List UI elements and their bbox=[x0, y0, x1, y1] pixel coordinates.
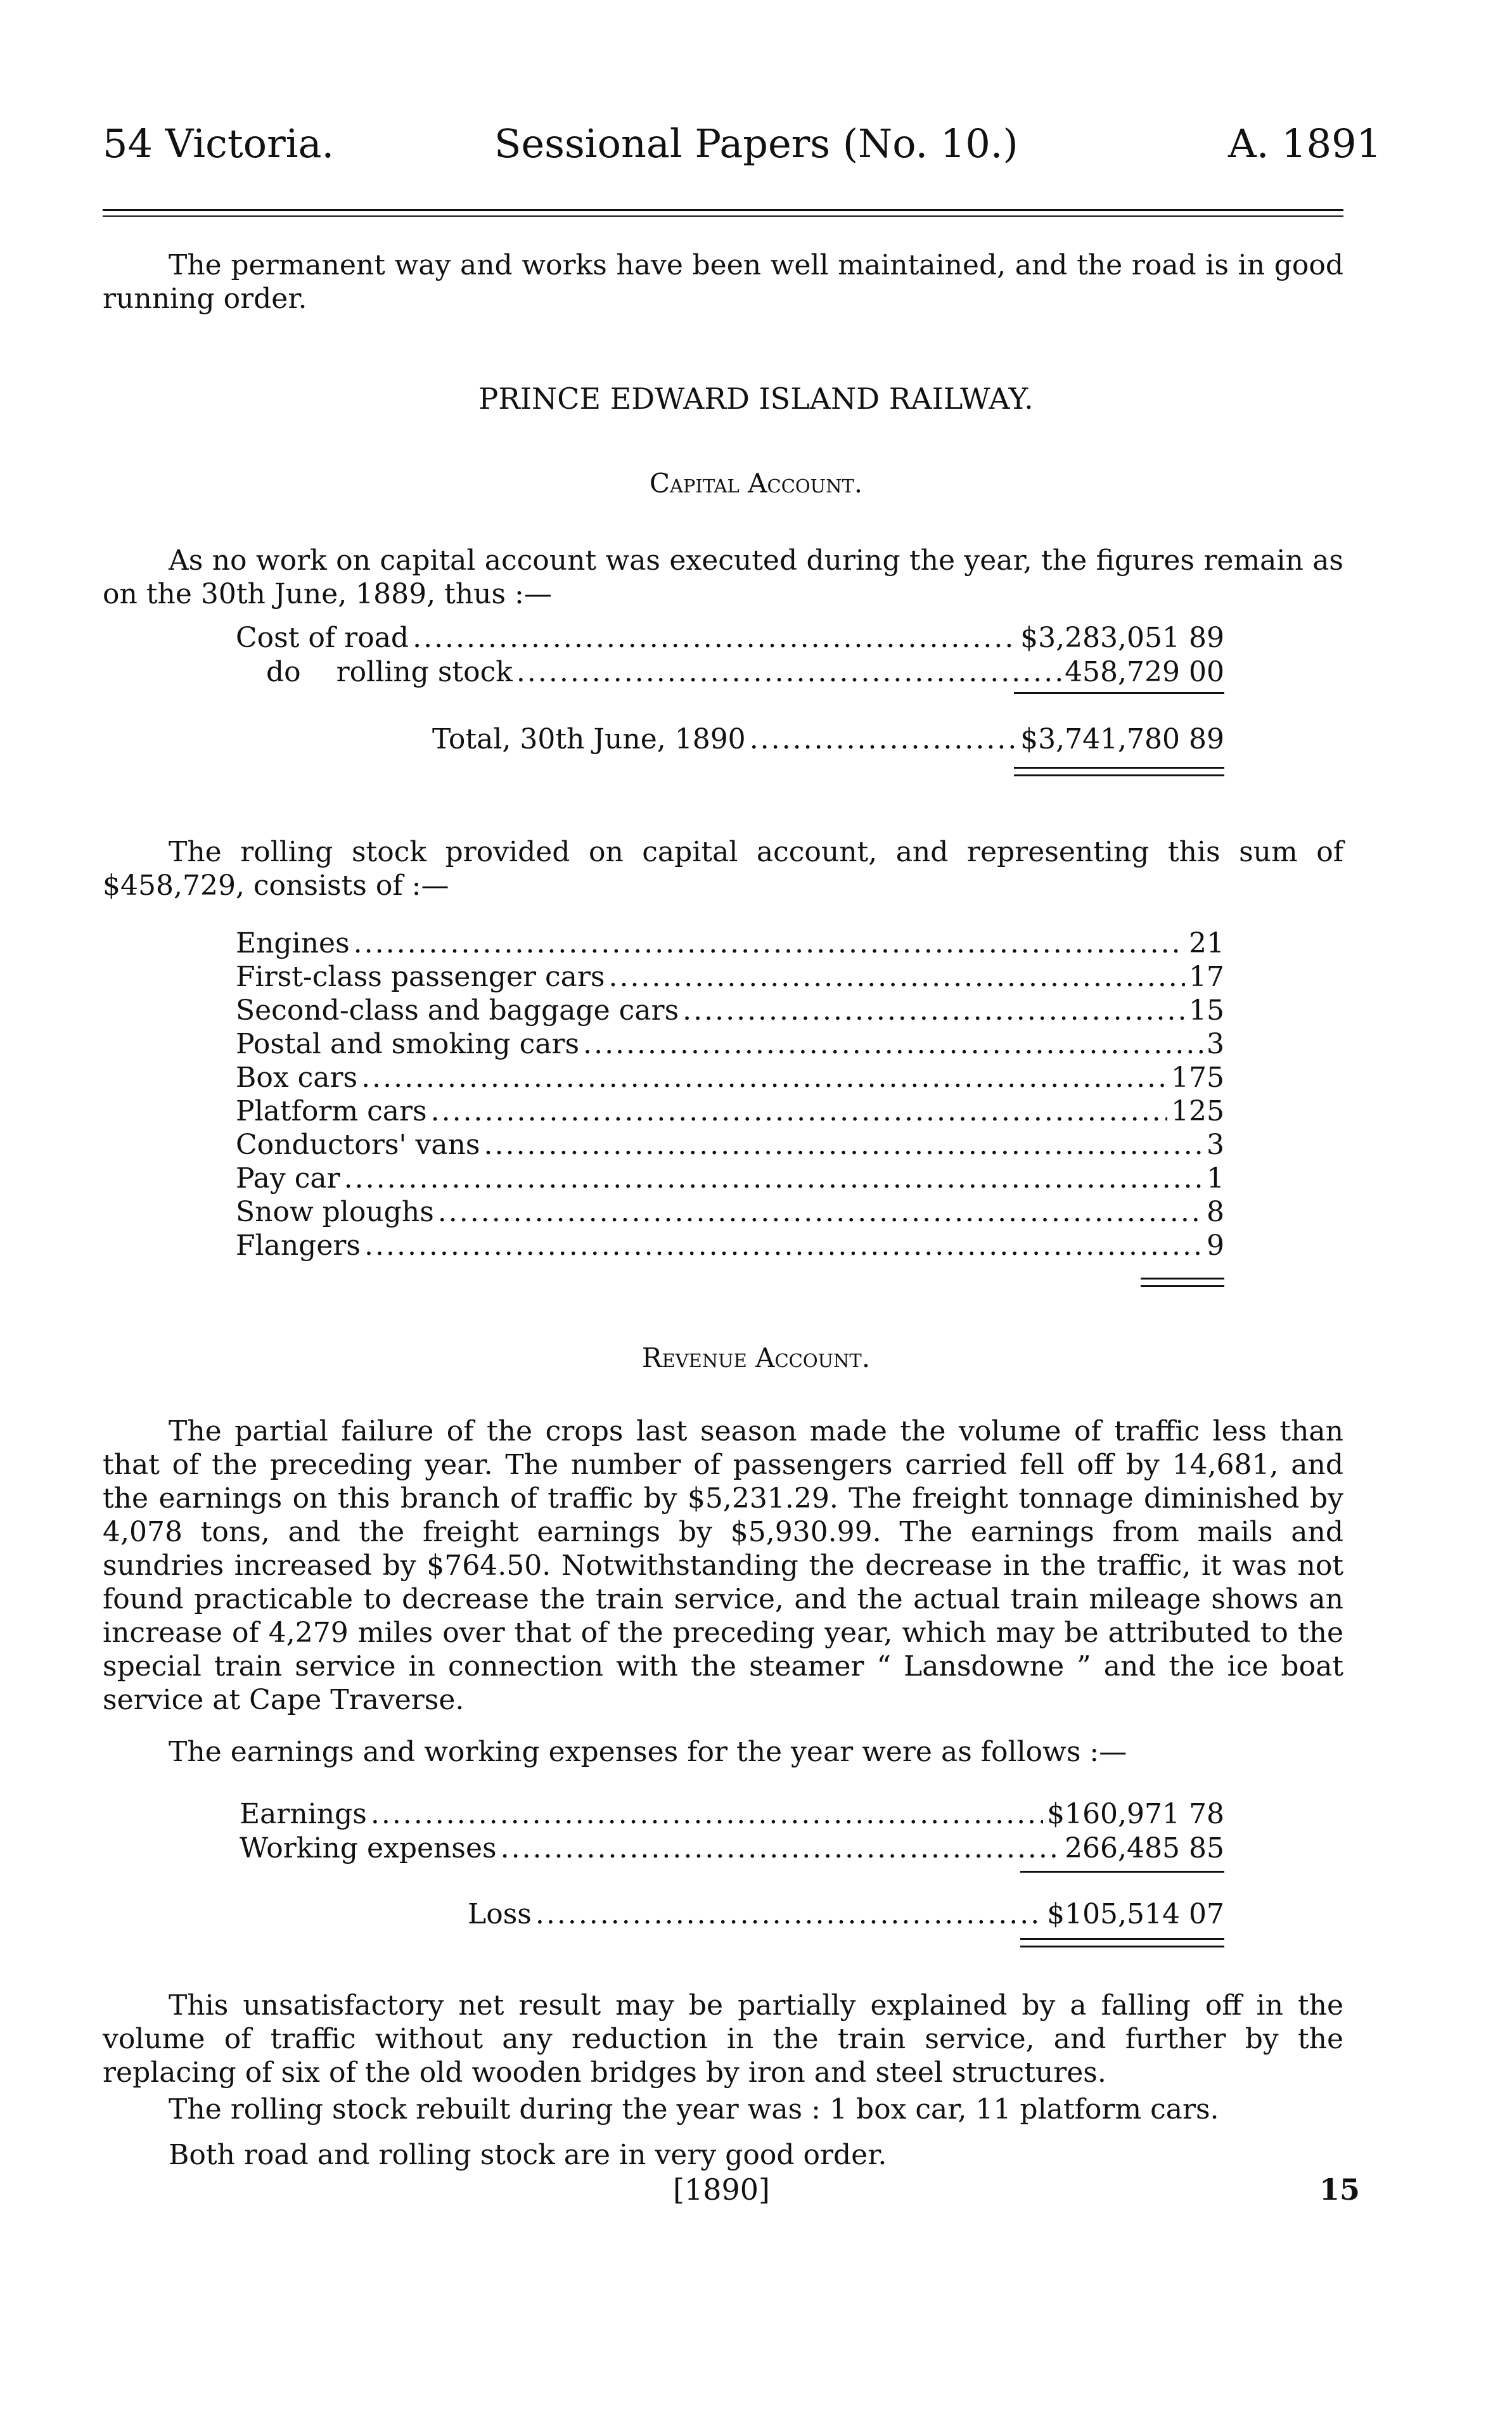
capital-total-value: $3,741,780 89 bbox=[1020, 723, 1224, 755]
rolling-stock-label: Pay car bbox=[236, 1162, 340, 1195]
revenue-item-value: 266,485 85 bbox=[1065, 1832, 1224, 1864]
revenue-item-row bbox=[240, 1831, 1224, 1865]
revenue-account-heading: Revenue Account. bbox=[641, 1342, 871, 1373]
rolling-stock-count: 17 bbox=[1189, 961, 1224, 993]
capital-item-value: $3,283,051 89 bbox=[1020, 622, 1224, 654]
revenue-subtotal-rule bbox=[1020, 1871, 1224, 1873]
capital-item-value: 458,729 00 bbox=[1065, 656, 1224, 688]
rolling-stock-count: 8 bbox=[1207, 1196, 1224, 1228]
revenue-item-value: $160,971 78 bbox=[1047, 1798, 1224, 1830]
capital-total-row bbox=[432, 722, 1224, 756]
rolling-stock-row bbox=[236, 1027, 1224, 1061]
rolling-stock-count: 1 bbox=[1207, 1162, 1224, 1195]
rolling-stock-row bbox=[236, 1128, 1224, 1162]
rolling-stock-row bbox=[236, 1195, 1224, 1229]
page-number: 15 bbox=[1319, 2172, 1361, 2207]
capital-item-row bbox=[266, 655, 1224, 689]
rolling-stock-count: 125 bbox=[1171, 1095, 1224, 1127]
rolling-stock-label: First-class passenger cars bbox=[236, 961, 605, 993]
revenue-loss-row bbox=[468, 1897, 1224, 1931]
rolling-stock-row bbox=[236, 1229, 1224, 1262]
revenue-item-label: Earnings bbox=[240, 1798, 367, 1830]
rolling-stock-label: Box cars bbox=[236, 1062, 358, 1094]
capital-item-row bbox=[236, 621, 1224, 655]
rolling-stock-double-rule-2 bbox=[1141, 1285, 1224, 1287]
rolling-stock-double-rule-1 bbox=[1141, 1278, 1224, 1280]
section-title: PRINCE EDWARD ISLAND RAILWAY. bbox=[478, 382, 1034, 416]
capital-total-double-rule-2 bbox=[1014, 774, 1224, 776]
capital-account-heading: Capital Account. bbox=[649, 468, 863, 499]
rolling-stock-count: 15 bbox=[1189, 994, 1224, 1027]
revenue-loss-label: Loss bbox=[468, 1898, 532, 1930]
intro-paragraph: The permanent way and works have been well maintained, and the road is in good running order. bbox=[103, 249, 1343, 315]
header-center: Sessional Papers (No. 10.) bbox=[494, 120, 1018, 167]
capital-item-label: Cost of road bbox=[236, 622, 409, 654]
header-rule-top bbox=[103, 209, 1343, 211]
rolling-stock-label: Flangers bbox=[236, 1229, 361, 1262]
rolling-stock-count: 3 bbox=[1207, 1129, 1224, 1161]
revenue-item-label: Working expenses bbox=[240, 1832, 497, 1864]
rolling-stock-count: 175 bbox=[1171, 1062, 1224, 1094]
capital-total-double-rule-1 bbox=[1014, 767, 1224, 769]
header-rule-bottom bbox=[103, 215, 1343, 217]
rolling-stock-label: Snow ploughs bbox=[236, 1196, 434, 1228]
rolling-stock-label: Conductors' vans bbox=[236, 1129, 480, 1161]
rolling-stock-row bbox=[236, 1061, 1224, 1094]
rolling-stock-row bbox=[236, 927, 1224, 960]
rolling-stock-intro: The rolling stock provided on capital account, and representing this sum of $458,729, consists of :— bbox=[103, 836, 1343, 902]
closing-paragraph: Both road and rolling stock are in very good order. bbox=[169, 2139, 887, 2171]
rolling-stock-count: 3 bbox=[1207, 1028, 1224, 1060]
header-right: A. 1891 bbox=[1228, 120, 1381, 167]
rolling-stock-row bbox=[236, 960, 1224, 994]
revenue-account-intro: The earnings and working expenses for the year were as follows :— bbox=[169, 1736, 1127, 1768]
rolling-stock-label: Postal and smoking cars bbox=[236, 1028, 580, 1060]
header-left: 54 Victoria. bbox=[103, 120, 335, 167]
footer-year: [1890] bbox=[673, 2172, 770, 2207]
rolling-stock-label: Second-class and baggage cars bbox=[236, 994, 679, 1027]
capital-account-intro: As no work on capital account was executed during the year, the figures remain as on the 30th June, 1889, thus :— bbox=[103, 544, 1343, 610]
revenue-account-paragraph: The partial failure of the crops last season made the volume of traffic less than that of the preceding year. The number of passengers carried fell off by 14,681, and the earnings on this branch of traffic by $5,231.29. The freight tonnage diminished by 4,078 tons, and the freight earnings by $5,930.99. The earnings from mails and sundries increased by $764.50. Notwithstanding the decrease in the traffic, it was not found practicable to decrease the train service, and the actual train mileage shows an increase of 4,279 miles over that of the preceding year, which may be attributed to the special train service in connection with the steamer “ Lansdowne ” and the ice boat service at Cape Traverse. bbox=[103, 1415, 1343, 1716]
capital-item-label: do rolling stock bbox=[266, 656, 513, 688]
capital-subtotal-rule bbox=[1014, 692, 1224, 694]
revenue-item-row bbox=[240, 1797, 1224, 1831]
rolling-stock-label: Engines bbox=[236, 927, 350, 959]
capital-total-label: Total, 30th June, 1890 bbox=[432, 723, 746, 755]
rolling-stock-row bbox=[236, 1094, 1224, 1128]
revenue-loss-value: $105,514 07 bbox=[1047, 1898, 1224, 1930]
rolling-stock-row bbox=[236, 1162, 1224, 1195]
closing-paragraph: The rolling stock rebuilt during the year was : 1 box car, 11 platform cars. bbox=[169, 2093, 1219, 2126]
rolling-stock-count: 21 bbox=[1189, 927, 1224, 959]
revenue-loss-double-rule-1 bbox=[1020, 1938, 1224, 1940]
closing-paragraph: This unsatisfactory net result may be partially explained by a falling off in the volume of traffic without any reduction in the train service, and further by the replacing of six of the old wooden bridges by iron and steel structures. bbox=[103, 1989, 1343, 2089]
revenue-loss-double-rule-2 bbox=[1020, 1946, 1224, 1947]
rolling-stock-label: Platform cars bbox=[236, 1095, 427, 1127]
rolling-stock-count: 9 bbox=[1207, 1229, 1224, 1262]
rolling-stock-row bbox=[236, 994, 1224, 1027]
